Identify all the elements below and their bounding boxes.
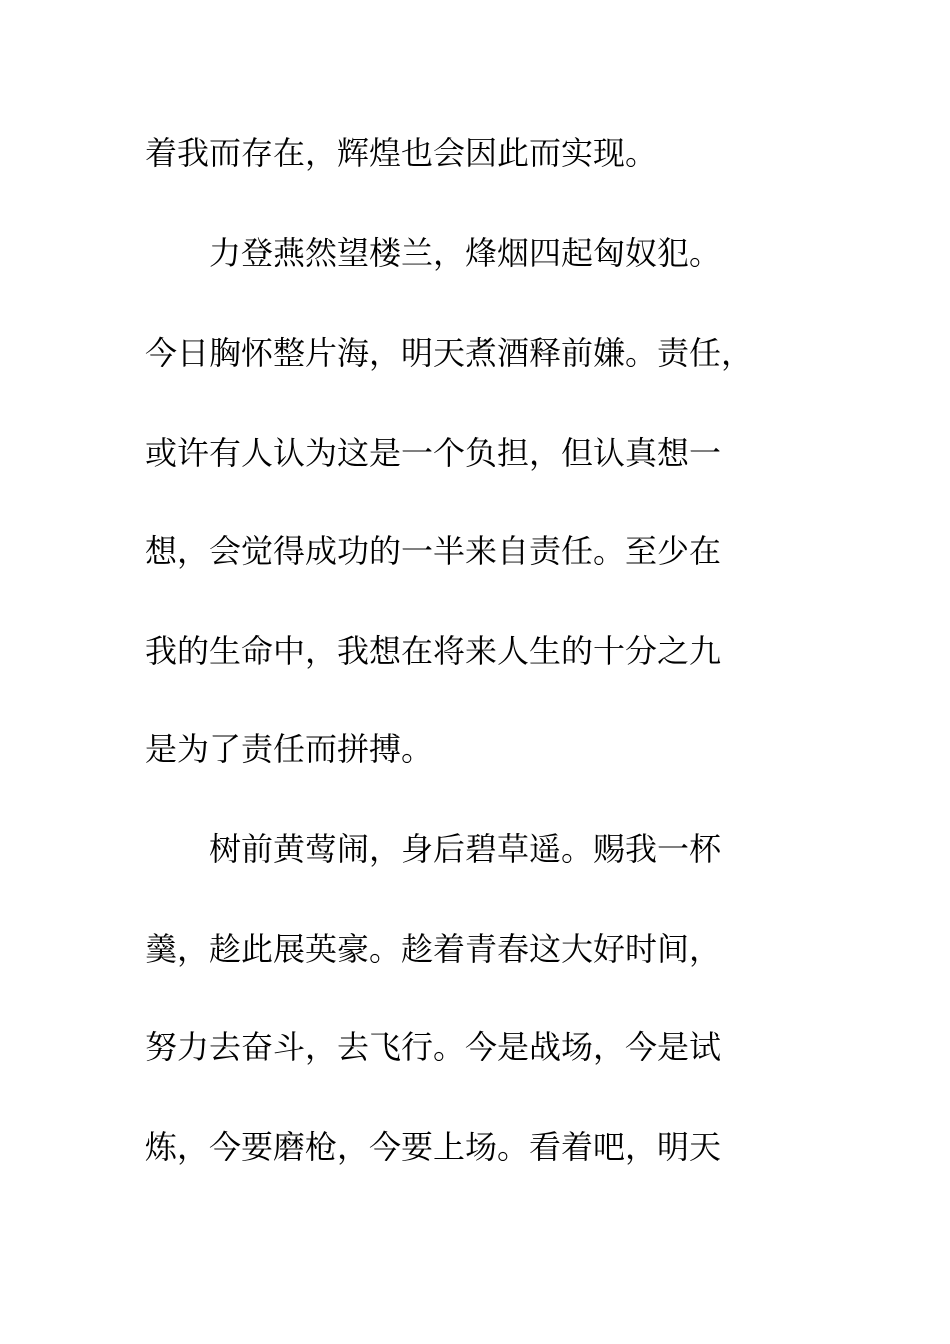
text-line: 我的生命中，我想在将来人生的十分之九 bbox=[145, 632, 722, 670]
text-line: 努力去奋斗，去飞行。今是战场，今是试 bbox=[145, 1028, 722, 1066]
text-line: 树前黄莺闹，身后碧草遥。赐我一杯 bbox=[145, 830, 722, 868]
text-line: 着我而存在，辉煌也会因此而实现。 bbox=[145, 134, 658, 172]
text-line: 力登燕然望楼兰，烽烟四起匈奴犯。 bbox=[145, 234, 722, 272]
text-line: 想，会觉得成功的一半来自责任。至少在 bbox=[145, 532, 722, 570]
text-line: 是为了责任而拼搏。 bbox=[145, 730, 434, 768]
text-line: 或许有人认为这是一个负担，但认真想一 bbox=[145, 434, 722, 472]
text-line: 羹，趁此展英豪。趁着青春这大好时间， bbox=[145, 930, 722, 968]
text-line: 炼，今要磨枪，今要上场。看着吧，明天 bbox=[145, 1128, 722, 1166]
text-line: 今日胸怀整片海，明天煮酒释前嫌。责任， bbox=[145, 334, 754, 372]
